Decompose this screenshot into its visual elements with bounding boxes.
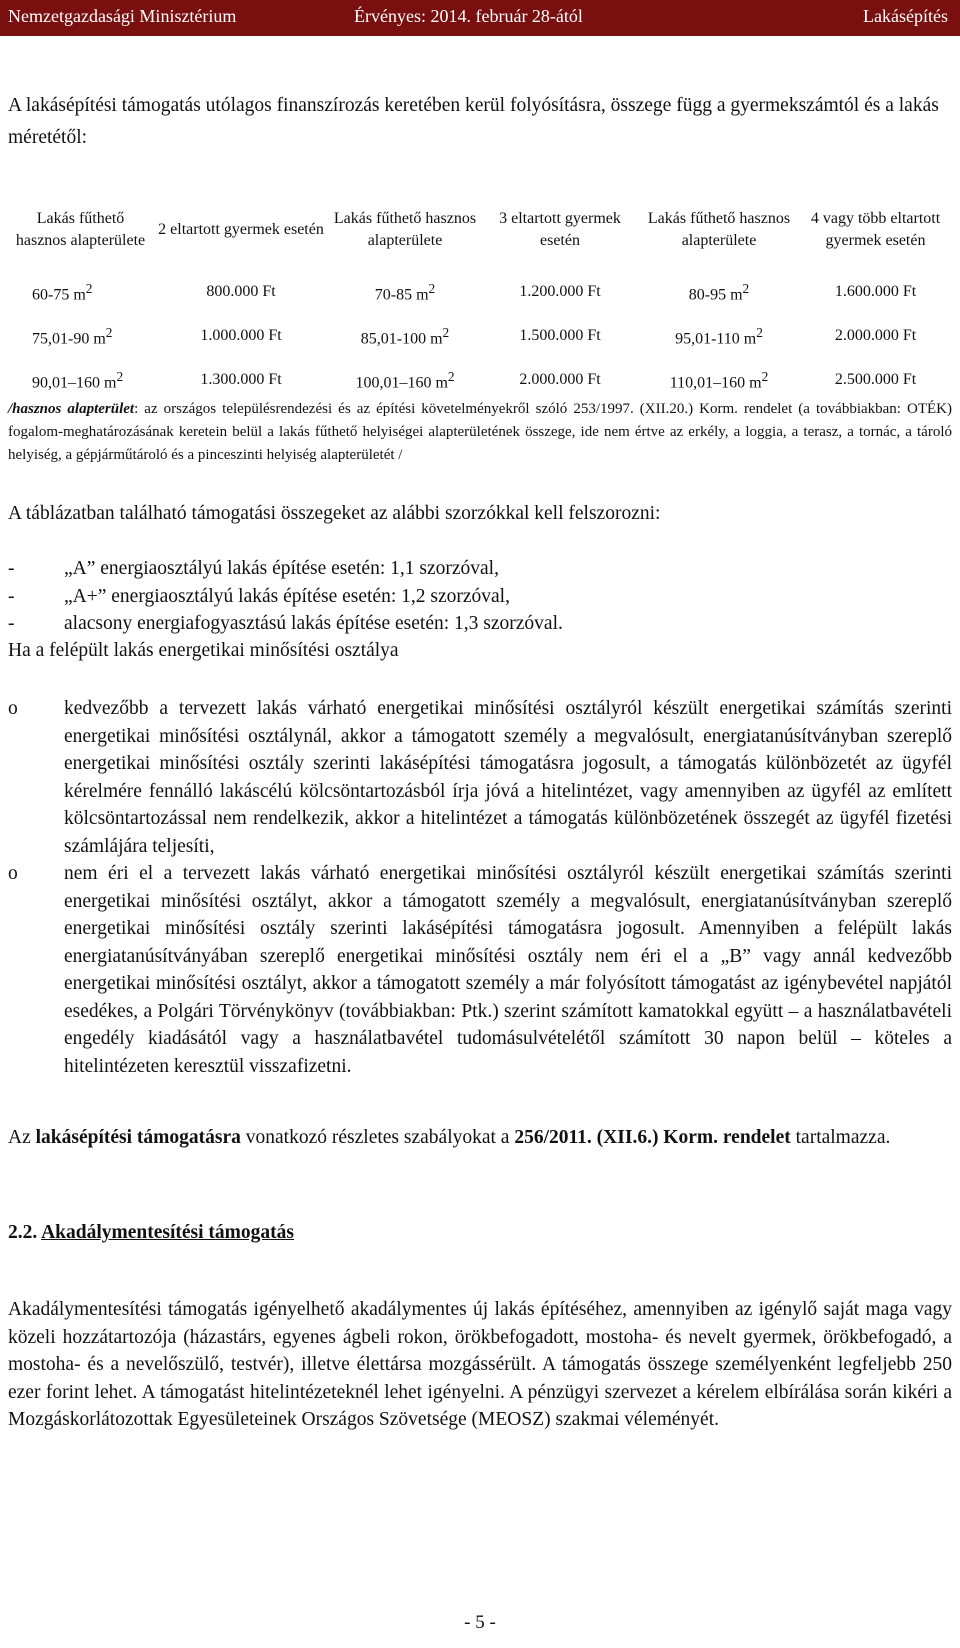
header-area-2-children: Lakás fűthető hasznos alapterülete [15, 210, 146, 249]
area-cell: 85,01-100 $m^2$ [360, 324, 450, 348]
list-item: o kedvezőbb a tervezett lakás várható energetikai minősítési osztályról készült energetikai számítás szerinti energetikai minősítési osztálynál, akkor a támogatott személy a megvalósult, energiatanúsítványban szereplő energetikai minősítési osztály szerinti lakásépítési támogatásra jogosult, a támogatás különbözetét az ügyfél kérelmére fennálló lakáscélú kölcsöntartozásból írja jóvá a hitelintézet, vagy amennyiben az ügyfél az említett kölcsöntartozással nem rendelkezik, akkor a hitelintézet a támogatás különbözetének összegét az ügyfél fizetési számlájára teljesíti, [8, 695, 952, 860]
area-cell: 100,01–160 $m^2$ [355, 368, 455, 392]
page-header [0, 0, 960, 36]
amount-cell: 2.500.000 Ft [834, 371, 917, 388]
footnote-text: : az országos településrendezési és az építési követelményekről szóló 253/1997. (XII.20.) Korm. rendelet (a továbbiakban: OTÉK) fogalom-meghatározásának keretein belül a lakás fűthető helyiségei alapterületének összege, ide nem értve az erkély, a loggia, a terasz, a tornác, a tároló helyiség, a gépjárműtároló és a pinceszinti helyiség alapterületét / [8, 401, 952, 463]
area-cell: 70-85 $m^2$ [374, 280, 436, 304]
list-item: o nem éri el a tervezett lakás várható energetikai minősítési osztályról készült energetikai számítás szerinti energetikai minősítési osztályt, akkor a támogatott személy a megvalósult, energiatanúsítványban szereplő energetikai minősítési osztály szerinti lakásépítési támogatásra jogosult. Amennyiben a felépült lakás energiatanúsítványában szereplő energetikai minősítési osztály nem éri el a „B” vagy annál kedvezőbb energetikai minősítési osztályt, akkor a támogatott személy a már folyósított támogatást az igénybevétel napjától esedékes, a Polgári Törvénykönyv (továbbiakban: Ptk.) szerint számított kamatokkal együtt – a használatbavételi engedély kiadásától vagy a használatbavétel tudomásulvételétől számított 30 napon belül – köteles a hitelintézeten keresztül visszafizetni. [8, 860, 952, 1080]
header-validity: Érvényes: 2014. február 28-ától [354, 6, 583, 26]
dash-bullet: - [8, 585, 15, 607]
footnote-term: /hasznos alapterület [8, 401, 135, 417]
circle-bullet: o [8, 698, 18, 719]
area-cell: 80-95 $m^2$ [688, 280, 750, 304]
area-cell: 75,01-90 $m^2$ [32, 324, 113, 348]
floor-area-footnote [8, 398, 952, 467]
section-body: Akadálymentesítési támogatás igényelhető akadálymentes új lakás építéséhez, amennyiben az igénylő saját maga vagy közeli hozzátartozója (házastárs, egyenes ágbeli rokon, örökbefogadott, mostoha- és nevelt gyermek, örökbefogadó, a mostoha- és a nevelőszülő, testvér), illetve élettársa mozgássérült. A támogatás összege személyenként legfeljebb 250 ezer forint lehet. A támogatást hitelintézeteknél lehet igényelni. A pénzügyi szervezet a kérelem elbírálása során kikéri a Mozgáskorlátozottak Egyesületeinek Országos Szövetsége (MEOSZ) szakmai véleményét. [8, 1299, 952, 1430]
amount-cell: 1.200.000 Ft [519, 283, 601, 300]
header-area-3-children: Lakás fűthető hasznos alapterülete [333, 210, 477, 249]
section-number: 2.2. [8, 1222, 38, 1243]
header-topic: Lakásépítés [863, 6, 948, 26]
amount-cell: 2.000.000 Ft [519, 371, 601, 388]
area-cell: 60-75 $m^2$ [32, 280, 93, 304]
header-3-children: 3 eltartott gyermek esetén [499, 210, 621, 249]
energy-class-intro: Ha a felépült lakás energetikai minősítési osztálya [8, 640, 399, 661]
header-area-4-children: Lakás fűthető hasznos alapterülete [647, 210, 791, 249]
list-item: - „A” energiaosztályú lakás építése esetén: 1,1 szorzóval, [8, 555, 952, 583]
section-heading [8, 1222, 294, 1244]
header-2-children: 2 eltartott gyermek esetén [158, 221, 324, 238]
header-ministry: Nemzetgazdasági Minisztérium [8, 6, 237, 26]
area-cell: 90,01–160 $m^2$ [32, 368, 124, 392]
dash-bullet: - [8, 558, 15, 579]
energy-class-list [8, 695, 952, 1080]
section-title: Akadálymentesítési támogatás [41, 1222, 295, 1243]
dash-bullet: - [8, 613, 15, 634]
header-4-children: 4 vagy több eltartott gyermek esetén [810, 210, 941, 249]
amount-cell: 1.500.000 Ft [519, 327, 601, 344]
page-number: - 5 - [464, 1612, 496, 1633]
table-row [8, 270, 952, 314]
table-header-row [8, 190, 952, 270]
amount-cell: 1.000.000 Ft [200, 327, 282, 344]
table-row [8, 358, 952, 402]
area-cell: 110,01–160 $m^2$ [669, 368, 769, 392]
amount-cell: 1.300.000 Ft [200, 371, 282, 388]
regulation-paragraph: Az lakásépítési támogatásra vonatkozó részletes szabályokat a 256/2011. (XII.6.) Korm. rendelet tartalmazza. [8, 1127, 891, 1148]
multiplier-intro: A táblázatban található támogatási összegeket az alábbi szorzókkal kell felszorozni: [8, 503, 661, 524]
list-item: - alacsony energiafogyasztású lakás építése esetén: 1,3 szorzóval. [8, 610, 952, 638]
circle-bullet: o [8, 863, 18, 884]
amount-cell: 1.600.000 Ft [834, 283, 917, 300]
multiplier-list [8, 555, 952, 638]
table-row [8, 314, 952, 358]
amount-cell: 800.000 Ft [206, 283, 276, 300]
area-cell: 95,01-110 $m^2$ [675, 324, 763, 348]
support-amount-table [8, 190, 952, 402]
list-item: - „A+” energiaosztályú lakás építése esetén: 1,2 szorzóval, [8, 583, 952, 611]
intro-paragraph: A lakásépítési támogatás utólagos finanszírozás keretében kerül folyósításra, összege függ a gyermekszámtól és a lakás méretétől: [8, 95, 939, 148]
amount-cell: 2.000.000 Ft [834, 327, 917, 344]
